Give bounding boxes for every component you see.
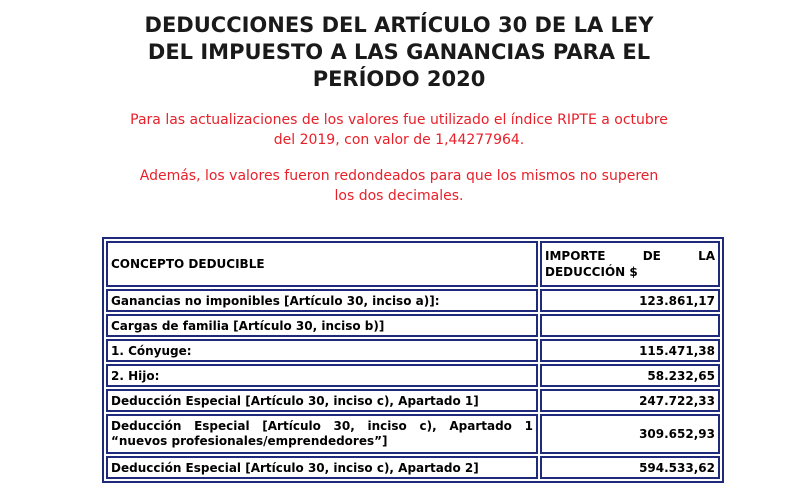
table-row [106, 314, 720, 337]
row-amount: 594.533,62 [540, 456, 720, 479]
row-concept: Deducción Especial [Artículo 30, inciso c), Apartado 2] [106, 456, 538, 479]
table-row [106, 389, 720, 412]
title-line: PERÍODO 2020 [312, 67, 486, 91]
table-row [106, 456, 720, 479]
table-row [106, 414, 720, 454]
header-amount [540, 241, 720, 287]
note-line: del 2019, con valor de 1,44277964. [273, 132, 525, 148]
row-amount: 58.232,65 [540, 364, 720, 387]
row-concept: 1. Cónyuge: [106, 339, 538, 362]
row-amount [540, 314, 720, 337]
row-amount: 115.471,38 [540, 339, 720, 362]
row-concept-text: Deducción Especial [Artículo 30, inciso c), Apartado 1 “nuevos profesionales/emprendedores”] [111, 419, 533, 448]
row-amount: 247.722,33 [540, 389, 720, 412]
row-concept [106, 414, 538, 454]
header-amount-text: IMPORTE DE LA DEDUCCIÓN $ [545, 249, 715, 279]
table-header-row [106, 241, 720, 287]
deductions-table [102, 237, 724, 483]
note-line: Para las actualizaciones de los valores fue utilizado el índice RIPTE a octubre [130, 112, 668, 128]
title-line: DEDUCCIONES DEL ARTÍCULO 30 DE LA LEY [144, 13, 654, 37]
row-amount: 123.861,17 [540, 289, 720, 312]
table-row [106, 289, 720, 312]
row-amount: 309.652,93 [540, 414, 720, 454]
ripte-note [0, 110, 798, 150]
row-concept: Cargas de familia [Artículo 30, inciso b)] [106, 314, 538, 337]
page-title [0, 12, 798, 93]
table-row [106, 339, 720, 362]
row-concept: 2. Hijo: [106, 364, 538, 387]
rounding-note [0, 166, 798, 206]
note-line: Además, los valores fueron redondeados para que los mismos no superen [139, 168, 659, 184]
title-line: DEL IMPUESTO A LAS GANANCIAS PARA EL [147, 40, 651, 64]
header-concept: CONCEPTO DEDUCIBLE [106, 241, 538, 287]
note-line: los dos decimales. [334, 188, 464, 204]
table-row [106, 364, 720, 387]
row-concept: Deducción Especial [Artículo 30, inciso c), Apartado 1] [106, 389, 538, 412]
row-concept: Ganancias no imponibles [Artículo 30, inciso a)]: [106, 289, 538, 312]
